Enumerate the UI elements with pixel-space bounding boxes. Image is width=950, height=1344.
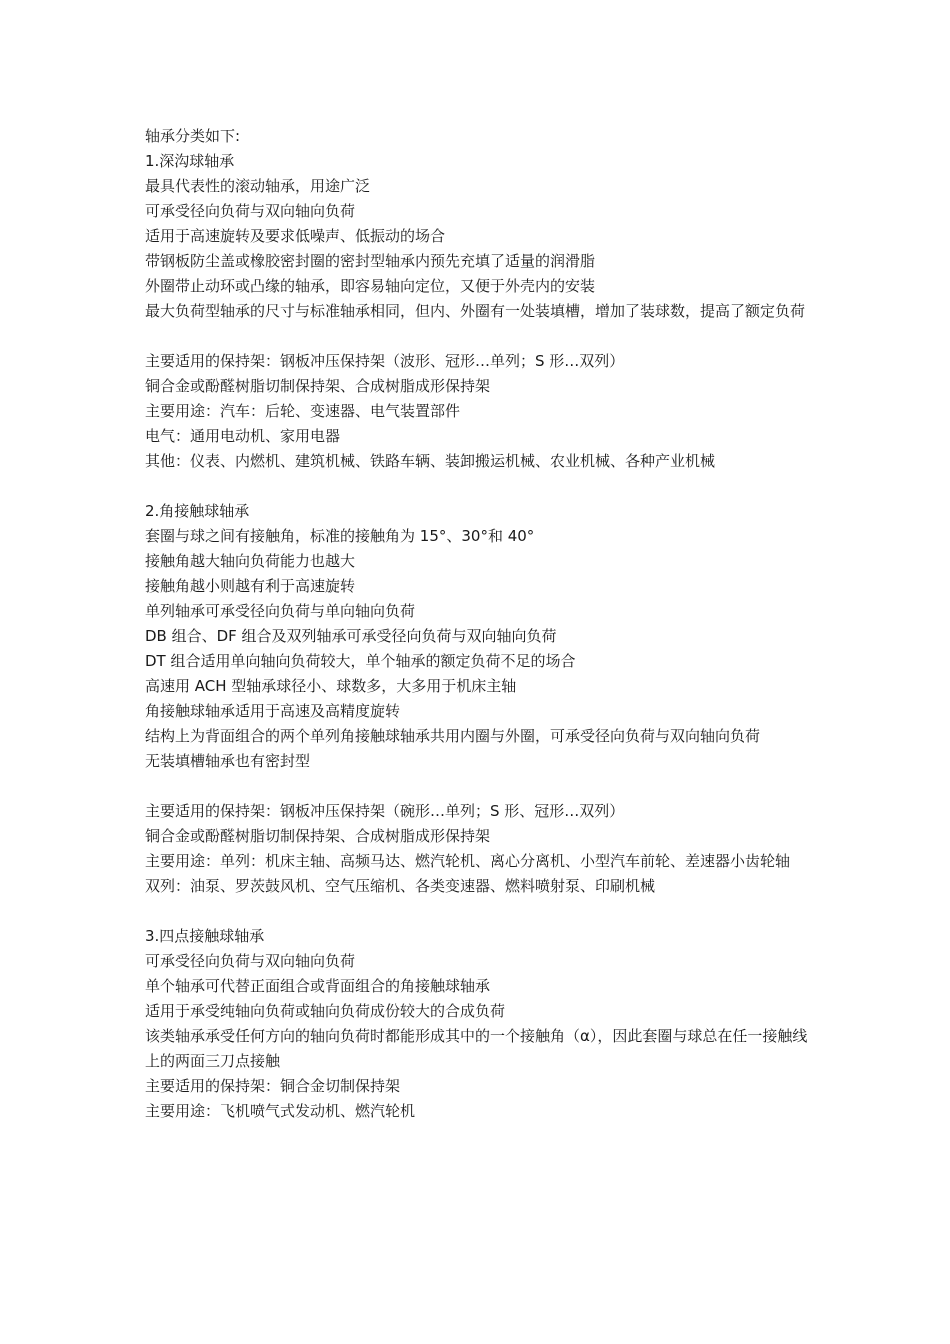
text-line: 高速用 ACH 型轴承球径小、球数多，大多用于机床主轴: [145, 677, 517, 695]
text-line: 可承受径向负荷与双向轴向负荷: [145, 952, 356, 970]
text-line: 无装填槽轴承也有密封型: [145, 752, 311, 770]
text-line: DT 组合适用单向轴向负荷较大，单个轴承的额定负荷不足的场合: [145, 652, 576, 670]
text-line: 铜合金或酚醛树脂切制保持架、合成树脂成形保持架: [145, 827, 491, 845]
text-line: 主要用途：飞机喷气式发动机、燃汽轮机: [145, 1102, 416, 1120]
paragraph-gap: [145, 474, 815, 499]
text-line: 适用于承受纯轴向负荷或轴向负荷成份较大的合成负荷: [145, 1002, 506, 1020]
text-line: 结构上为背面组合的两个单列角接触球轴承共用内圈与外圈，可承受径向负荷与双向轴向负荷: [145, 727, 761, 745]
text-line: 单个轴承可代替正面组合或背面组合的角接触球轴承: [145, 977, 491, 995]
text-line: 主要用途：汽车：后轮、变速器、电气装置部件: [145, 402, 461, 420]
paragraph-gap: [145, 324, 815, 349]
section-heading: 1.深沟球轴承: [145, 152, 235, 170]
document-body: [145, 124, 815, 1124]
text-line: 带钢板防尘盖或橡胶密封圈的密封型轴承内预先充填了适量的润滑脂: [145, 252, 596, 270]
text-line: 最具代表性的滚动轴承，用途广泛: [145, 177, 371, 195]
paragraph-gap: [145, 899, 815, 924]
text-line: 套圈与球之间有接触角，标准的接触角为 15°、30°和 40°: [145, 527, 535, 545]
text-line: 最大负荷型轴承的尺寸与标准轴承相同，但内、外圈有一处装填槽，增加了装球数，提高了额定负荷: [145, 302, 806, 320]
section-heading: 3.四点接触球轴承: [145, 927, 265, 945]
text-line: 铜合金或酚醛树脂切制保持架、合成树脂成形保持架: [145, 377, 491, 395]
text-line: 电气：通用电动机、家用电器: [145, 427, 341, 445]
text-line: 外圈带止动环或凸缘的轴承，即容易轴向定位，又便于外壳内的安装: [145, 277, 596, 295]
section-heading: 2.角接触球轴承: [145, 502, 250, 520]
text-line: 适用于高速旋转及要求低噪声、低振动的场合: [145, 227, 446, 245]
intro-line: 轴承分类如下:: [145, 127, 241, 145]
text-line: DB 组合、DF 组合及双列轴承可承受径向负荷与双向轴向负荷: [145, 627, 557, 645]
text-line: 主要适用的保持架：钢板冲压保持架（碗形…单列；S 形、冠形…双列）: [145, 802, 625, 820]
text-line: 双列：油泵、罗茨鼓风机、空气压缩机、各类变速器、燃料喷射泵、印刷机械: [145, 877, 656, 895]
paragraph-gap: [145, 774, 815, 799]
text-line: 可承受径向负荷与双向轴向负荷: [145, 202, 356, 220]
text-line: 单列轴承可承受径向负荷与单向轴向负荷: [145, 602, 416, 620]
text-line: 其他：仪表、内燃机、建筑机械、铁路车辆、装卸搬运机械、农业机械、各种产业机械: [145, 452, 716, 470]
text-line: 接触角越大轴向负荷能力也越大: [145, 552, 356, 570]
text-line: 主要适用的保持架：铜合金切制保持架: [145, 1077, 401, 1095]
text-line: 接触角越小则越有利于高速旋转: [145, 577, 356, 595]
text-line: 该类轴承承受任何方向的轴向负荷时都能形成其中的一个接触角（α），因此套圈与球总在任一接触线上的两面三刀点接触: [145, 1027, 808, 1070]
text-line: 主要适用的保持架：钢板冲压保持架（波形、冠形…单列；S 形…双列）: [145, 352, 625, 370]
text-line: 主要用途：单列：机床主轴、高频马达、燃汽轮机、离心分离机、小型汽车前轮、差速器小齿轮轴: [145, 852, 791, 870]
text-line: 角接触球轴承适用于高速及高精度旋转: [145, 702, 401, 720]
